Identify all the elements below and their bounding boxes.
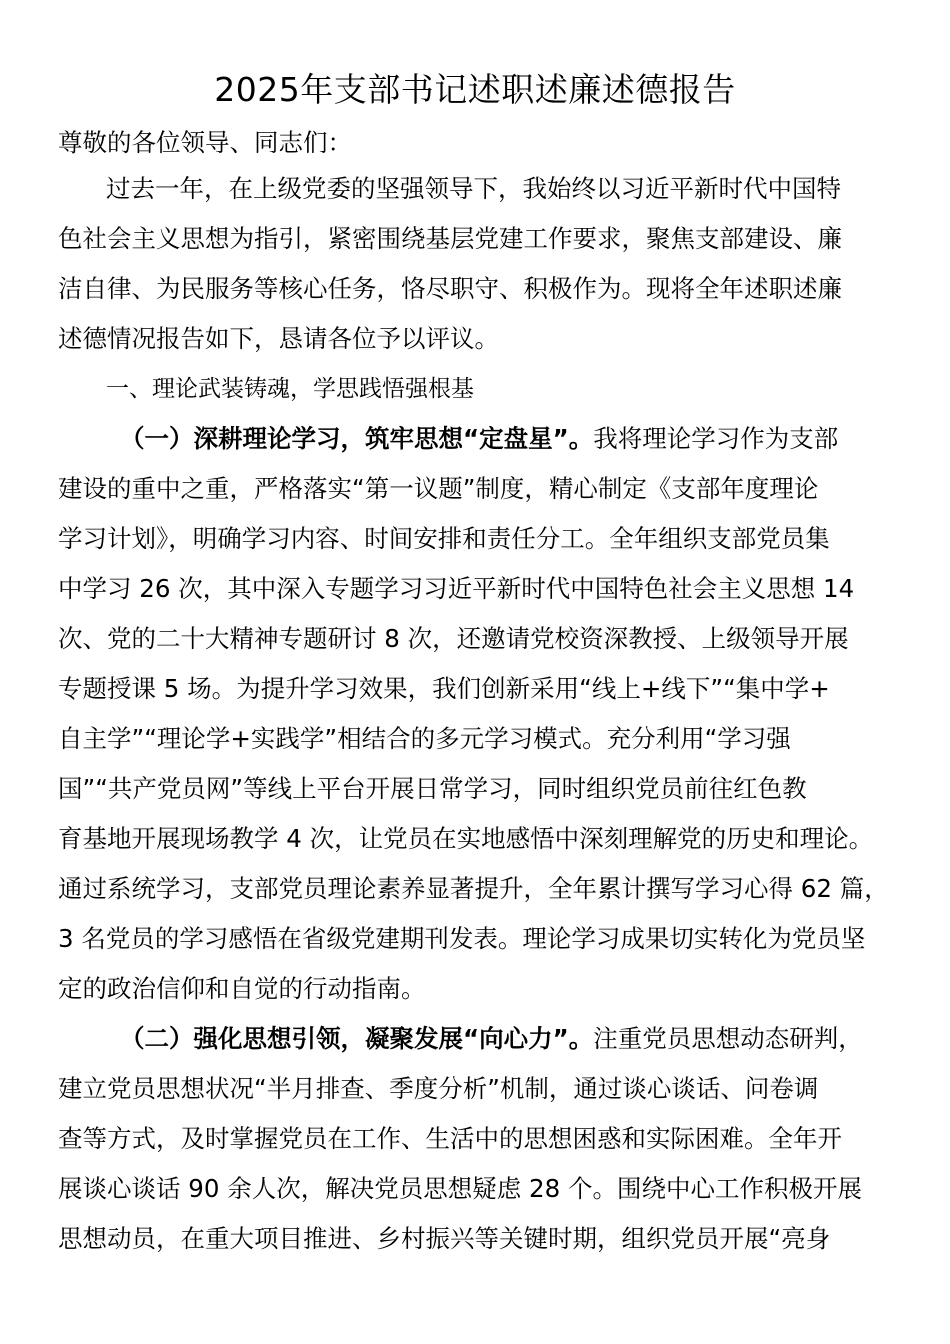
paragraph-line: 展谈心谈话 90 余人次，解决党员思想疑虑 28 个。围绕中心工作积极开展: [58, 1174, 862, 1203]
paragraph-line: 次、党的二十大精神专题研讨 8 次，还邀请党校资深教授、上级领导开展: [58, 624, 849, 653]
document-title: 2025年支部书记述职述廉述德报告: [214, 70, 736, 109]
subsection-lead-line: [120, 1014, 863, 1064]
subsection-heading: （一）深耕理论学习，筑牢思想“定盘星”。: [120, 424, 594, 453]
paragraph-line: 专题授课 5 场。为提升学习效果，我们创新采用“线上+线下”“集中学+: [58, 674, 830, 703]
paragraph-line: 育基地开展现场教学 4 次，让党员在实地感悟中深刻理解党的历史和理论。: [58, 824, 874, 853]
paragraph-line: 学习计划》，明确学习内容、时间安排和责任分工。全年组织支部党员集: [58, 524, 830, 553]
paragraph-line: 过去一年，在上级党委的坚强领导下，我始终以习近平新时代中国特: [106, 174, 841, 203]
paragraph-line: 中学习 26 次，其中深入专题学习习近平新时代中国特色社会主义思想 14: [58, 574, 855, 603]
paragraph-line: 自主学”“理论学+实践学”相结合的多元学习模式。充分利用“学习强: [58, 724, 791, 753]
paragraph-line: 色社会主义思想为指引，紧密围绕基层党建工作要求，聚焦支部建设、廉: [58, 224, 842, 253]
paragraph-text: 我将理论学习作为支部: [593, 424, 839, 453]
paragraph-line: 通过系统学习，支部党员理论素养显著提升，全年累计撰写学习心得 62 篇，: [58, 874, 889, 903]
paragraph-line: 定的政治信仰和自觉的行动指南。: [58, 974, 426, 1003]
salutation: 尊敬的各位领导、同志们：: [58, 128, 352, 157]
paragraph-line: 洁自律、为民服务等核心任务，恪尽职守、积极作为。现将全年述职述廉: [58, 274, 842, 303]
section-heading: 一、理论武装铸魂，学思践悟强根基: [106, 376, 474, 402]
paragraph-line: 3 名党员的学习感悟在省级党建期刊发表。理论学习成果切实转化为党员坚: [58, 924, 866, 953]
paragraph-text: 注重党员思想动态研判，: [593, 1024, 863, 1053]
subsection-heading: （二）强化思想引领，凝聚发展“向心力”。: [120, 1024, 594, 1053]
subsection-lead-line: [120, 414, 838, 464]
paragraph-line: 国”“共产党员网”等线上平台开展日常学习，同时组织党员前往红色教: [58, 774, 807, 803]
paragraph-line: 述德情况报告如下，恳请各位予以评议。: [58, 324, 499, 353]
paragraph-line: 建立党员思想状况“半月排查、季度分析”机制，通过谈心谈话、问卷调: [58, 1074, 819, 1103]
paragraph-line: 查等方式，及时掌握党员在工作、生活中的思想困惑和实际困难。全年开: [58, 1124, 842, 1153]
paragraph-line: 思想动员，在重大项目推进、乡村振兴等关键时期，组织党员开展“亮身: [58, 1224, 831, 1253]
paragraph-line: 建设的重中之重，严格落实“第一议题”制度，精心制定《支部年度理论: [58, 474, 819, 503]
